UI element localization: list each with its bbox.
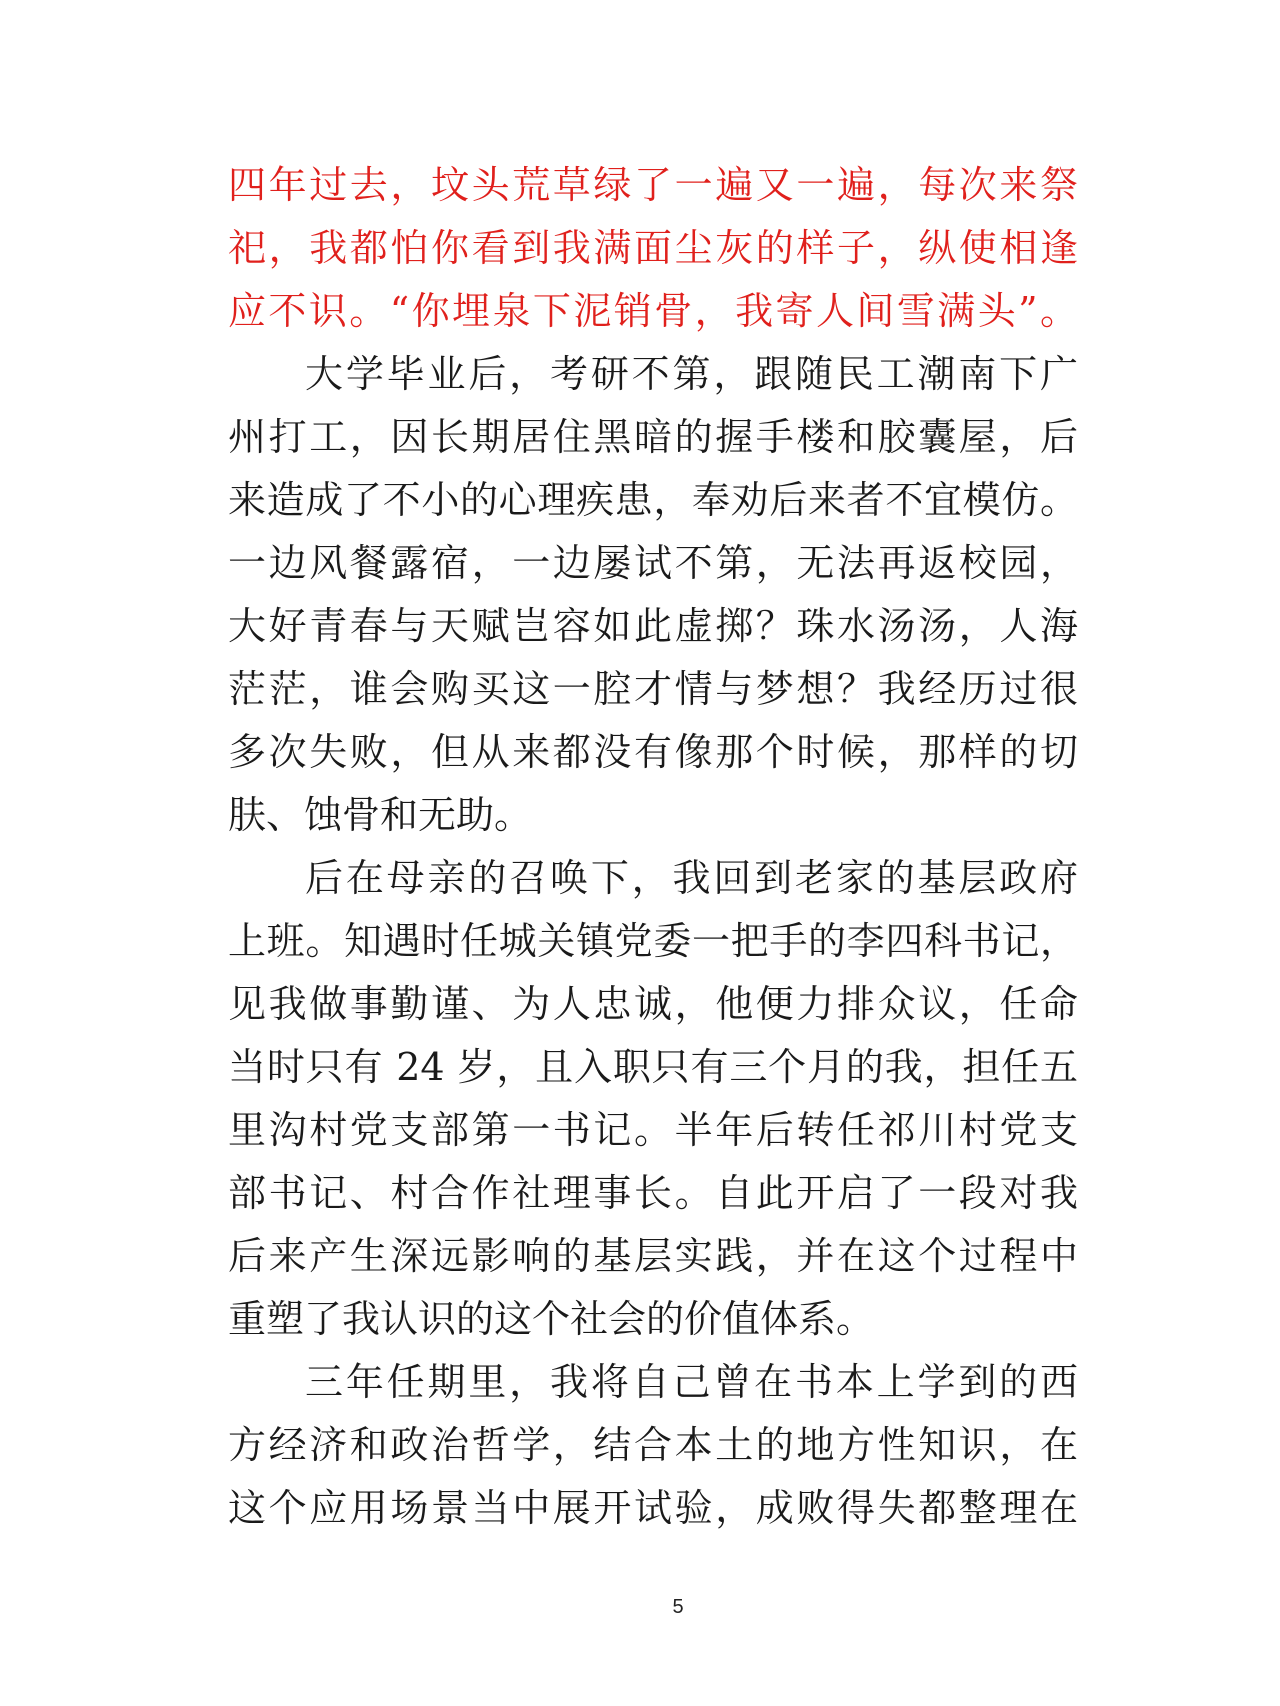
text-line: 多次失败，但从来都没有像那个时候，那样的切: [228, 730, 1078, 774]
page-number: 5: [672, 1596, 684, 1618]
text-line: 后来产生深远影响的基层实践，并在这个过程中: [228, 1234, 1078, 1278]
text-line: 重塑了我认识的这个社会的价值体系。: [228, 1297, 875, 1341]
text-line: 当时只有 24 岁，且入职只有三个月的我，担任五: [228, 1045, 1078, 1089]
text-line: 应不识。“你埋泉下泥销骨，我寄人间雪满头”。: [228, 289, 1078, 333]
text-line: 里沟村党支部第一书记。半年后转任祁川村党支: [228, 1108, 1078, 1152]
text-line: 来造成了不小的心理疾患，奉劝后来者不宜模仿。: [228, 478, 1078, 522]
paragraph-first-line: 大学毕业后，考研不第，跟随民工潮南下广: [305, 352, 1078, 396]
text-line: 四年过去，坟头荒草绿了一遍又一遍，每次来祭: [228, 163, 1078, 207]
paragraph-first-line: 后在母亲的召唤下，我回到老家的基层政府: [305, 856, 1078, 900]
text-line: 一边风餐露宿，一边屡试不第，无法再返校园，: [228, 541, 1078, 585]
text-line: 这个应用场景当中展开试验，成败得失都整理在: [228, 1486, 1078, 1530]
text-line: 茫茫，谁会购买这一腔才情与梦想？我经历过很: [228, 667, 1078, 711]
text-line: 祀，我都怕你看到我满面尘灰的样子，纵使相逢: [228, 226, 1078, 270]
paragraph-first-line: 三年任期里，我将自己曾在书本上学到的西: [305, 1360, 1078, 1404]
text-line: 肤、蚀骨和无助。: [228, 793, 533, 837]
text-line: 方经济和政治哲学，结合本土的地方性知识，在: [228, 1423, 1078, 1467]
text-line: 上班。知遇时任城关镇党委一把手的李四科书记，: [228, 919, 1078, 963]
text-line: 大好青春与天赋岂容如此虚掷？珠水汤汤，人海: [228, 604, 1078, 648]
text-line: 部书记、村合作社理事长。自此开启了一段对我: [228, 1171, 1078, 1215]
text-line: 见我做事勤谨、为人忠诚，他便力排众议，任命: [228, 982, 1078, 1026]
text-line: 州打工，因长期居住黑暗的握手楼和胶囊屋，后: [228, 415, 1078, 459]
